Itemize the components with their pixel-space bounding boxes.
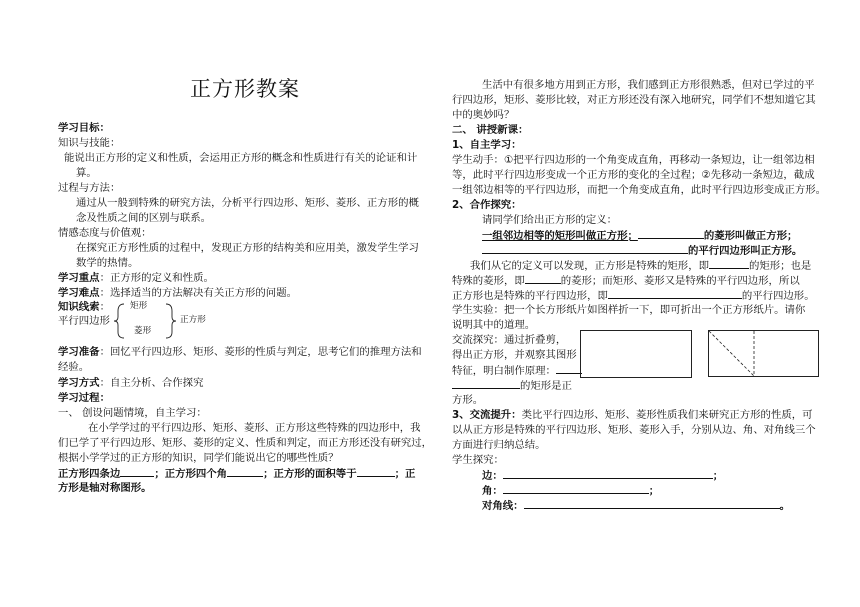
intro-line-1: 生活中有很多地方用到正方形，我们感到正方形很熟悉，但对已学过的平	[482, 79, 815, 91]
s2-p4b: 的平行四边形。	[741, 290, 815, 302]
diagonal-property	[482, 497, 790, 514]
cooperative-heading: 2、合作探究：	[452, 199, 522, 211]
process-line-2: 念及性质之间的区别与联系。	[76, 212, 212, 224]
prep-text-2: 经验。	[58, 361, 90, 373]
diag-label: 对角线：	[482, 500, 524, 512]
learning-method	[58, 375, 203, 391]
process-colon: ：	[99, 392, 110, 404]
clue-parallelogram: 平行四边形	[58, 315, 110, 327]
fill-b: ；正方形四个角	[154, 468, 228, 480]
key-text: ：正方形的定义和性质。	[99, 272, 214, 284]
blank-rect-special[interactable]	[709, 257, 749, 269]
side-end: ；	[712, 470, 724, 482]
intro-line-3: 中的奥妙吗？	[452, 109, 515, 121]
blank-diagonal[interactable]	[524, 497, 780, 509]
fill-e: 方形是轴对称图形。	[58, 482, 152, 494]
s2-p2b: 的矩形；也是	[748, 260, 812, 272]
step-one-para-1: 在小学学过的平行四边形、矩形、菱形、正方形这些特殊的四边形中，我	[88, 422, 421, 434]
def-c: 的平行四边形叫正方形。	[688, 245, 803, 257]
def-a: 一组邻边相等的矩形叫做正方形；	[482, 230, 638, 242]
goals-heading: 学习目标：	[58, 122, 110, 134]
blank-principle[interactable]	[556, 362, 582, 374]
preparation	[58, 344, 422, 360]
blank-rectangle-condition[interactable]	[452, 377, 520, 389]
knowledge-heading: 知识与技能：	[58, 137, 121, 149]
method-text: ：自主分析、合作探究	[99, 377, 204, 389]
key-label: 学习重点	[58, 272, 100, 284]
knowledge-line-2: 算。	[76, 167, 97, 179]
ex-3: 特征，明白制作原理：	[452, 365, 556, 377]
s3-p1: 类比平行四边形、矩形、菱形性质我们来研究正方形的性质，可	[521, 409, 813, 421]
clue-rectangle: 矩形	[130, 301, 148, 311]
folded-paper-figure	[708, 330, 820, 378]
clue-braces	[112, 302, 232, 342]
attitude-line-2: 数学的热情。	[76, 257, 139, 269]
exchange-improve-line-3: 方面进行归纳总结。	[452, 439, 546, 451]
self-study-line-1: 学生动手：①把平行四边形的一个角变成直角，再移动一条短边，让一组邻边相	[452, 154, 815, 166]
ex-4b: 的矩形是正	[520, 380, 572, 392]
angle-end: ；	[648, 485, 660, 497]
blank-area[interactable]	[357, 465, 395, 477]
step-one-para-2: 们已学了平行四边形、矩形、菱形的定义、性质和判定，而正方形还没有研究过，	[58, 437, 433, 449]
clue-colon: ：	[99, 301, 110, 313]
def-b: 的菱形叫做正方形；	[703, 230, 798, 242]
step-one-heading: 一、 创设问题情境，自主学习：	[58, 407, 207, 419]
prep-text-1: ：回忆平行四边形、矩形、菱形的性质与判定，思考它们的推理方法和	[99, 346, 422, 358]
clue-square: 正方形	[180, 315, 206, 325]
exchange-line-2: 得出正方形，并观察其图形	[452, 349, 577, 361]
key-point	[58, 270, 214, 286]
blank-parallelogram-special[interactable]	[608, 287, 742, 299]
page-title: 正方形教案	[190, 77, 300, 101]
diag-end: 。	[779, 500, 790, 512]
exchange-line-5: 方形。	[452, 394, 484, 406]
blank-def-rhombus[interactable]	[638, 227, 704, 239]
s2-p2: 我们从它的定义可以发现，正方形是特殊的矩形，即	[470, 260, 709, 272]
fill-c: ；正方形的面积等于	[263, 468, 357, 480]
exchange-improve-line-1	[452, 407, 813, 423]
exchange-line-1: 交流探究：通过折叠剪，	[452, 334, 567, 346]
section-two-heading: 二、 讲授新课：	[452, 124, 529, 136]
difficulty-label: 学习难点	[58, 287, 100, 299]
knowledge-line-1: 能说出正方形的定义和性质，会运用正方形的概念和性质进行有关的论证和计	[64, 152, 418, 164]
exchange-improve-line-2: 以从正方形是特殊的平行四边形、矩形、菱形入手，分别从边、角、对角线三个	[452, 424, 816, 436]
rectangle-paper-figure	[580, 330, 692, 378]
attitude-line-1: 在探究正方形性质的过程中，发现正方形的结构美和应用美，激发学生学习	[76, 242, 419, 254]
blank-rhombus-special[interactable]	[525, 272, 561, 284]
angle-label: 角：	[482, 485, 503, 497]
s2-p3: 特殊的菱形，即	[452, 275, 525, 287]
blank-def-parallelogram[interactable]	[482, 242, 688, 254]
experiment-line-2: 说明其中的道理。	[452, 319, 536, 331]
blank-angles[interactable]	[227, 465, 263, 477]
process-heading-bold	[58, 390, 110, 406]
prep-label: 学习准备	[58, 346, 100, 358]
process-line-1: 通过从一般到特殊的研究方法，分析平行四边形、矩形、菱形、正方形的概	[76, 197, 419, 209]
self-study-line-3: 一组邻边相等的平行四边形，而把一个角变成直角，此时平行四边形变成正方形。	[452, 184, 827, 196]
step-one-para-3: 根据小学学过的正方形的知识，同学们能说出它的哪些性质？	[58, 452, 339, 464]
experiment-line-1: 学生实验：把一个长方形纸片如图样折一下，即可折出一个正方形纸片。请你	[452, 304, 806, 316]
process-heading: 过程与方法：	[58, 182, 121, 194]
self-study-line-2: 等，此时平行四边形变成一个正方形的变化的全过程；②先移动一条短边，截成	[452, 169, 815, 181]
definition-prompt: 请同学们给出正方形的定义：	[482, 214, 618, 226]
fill-a: 正方形四条边	[58, 468, 121, 480]
blank-angle[interactable]	[503, 482, 649, 494]
intro-line-2: 行四边形，矩形、菱形比较，对正方形还没有深入地研究，同学们不想知道它其	[452, 94, 816, 106]
difficulty-text: ：选择适当的方法解决有关正方形的问题。	[99, 287, 297, 299]
clue-label: 知识线索	[58, 301, 100, 313]
s2-p4: 正方形也是特殊的平行四边形，即	[452, 290, 608, 302]
self-study-heading: 1、自主学习：	[452, 139, 522, 151]
s3-label: 3、交流提升：	[452, 409, 522, 421]
process-label: 学习过程	[58, 392, 100, 404]
side-label: 边：	[482, 470, 503, 482]
clue-rhombus: 菱形	[134, 326, 152, 336]
blank-sides[interactable]	[120, 465, 154, 477]
attitude-heading: 情感态度与价值观：	[58, 227, 152, 239]
student-inquiry: 学生探究：	[452, 454, 504, 466]
s2-p3b: 的菱形；而矩形、菱形又是特殊的平行四边形，所以	[560, 275, 800, 287]
method-label: 学习方式	[58, 377, 100, 389]
blank-side[interactable]	[503, 467, 713, 479]
fill-d: ；正	[394, 468, 416, 480]
